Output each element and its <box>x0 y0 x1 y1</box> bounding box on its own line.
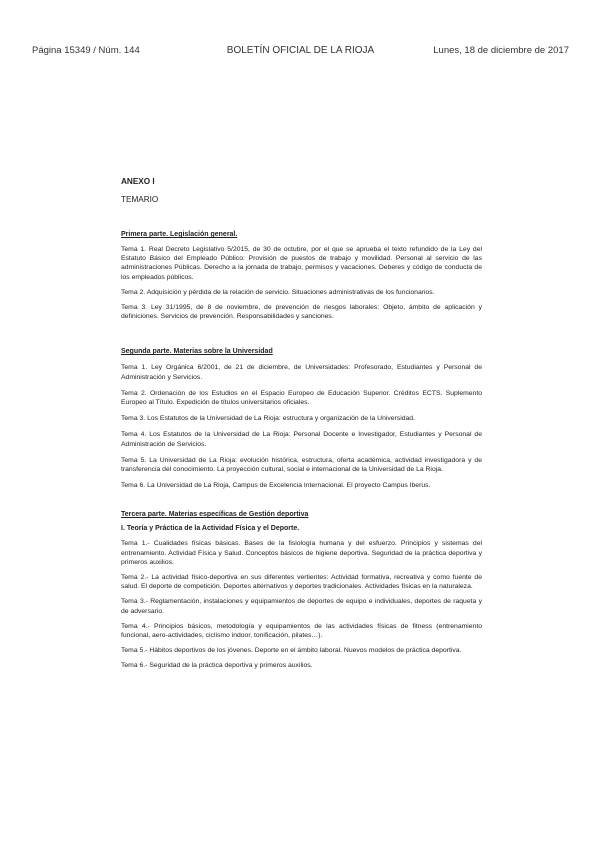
topic-paragraph: Tema 4. Los Estatutos de la Universidad de La Rioja: Personal Docente e Investigador, Estudiantes y Personal de Administración de Servicios. <box>121 431 482 448</box>
topic-paragraph: Tema 4.- Principios básicos, metodología y equipamientos de las actividades físicas de fitness (entrenamiento funcional, aero-actividades, ciclismo indoor, tonificación, pilates…). <box>121 622 482 640</box>
part-two-section <box>121 347 482 490</box>
topic-paragraph: Tema 5.- Hábitos deportivos de los jóvenes. Deporte en el ámbito laboral. Nuevos modelos de práctica deportiva. <box>121 647 462 655</box>
topic-paragraph: Tema 3. Los Estatutos de la Universidad de La Rioja: estructura y organización de la Universidad. <box>121 415 415 423</box>
part-three-title: Tercera parte. Materias específicas de Gestión deportiva <box>121 511 309 519</box>
document-body <box>121 176 482 671</box>
topic-paragraph: Tema 3. Ley 31/1995, de 8 de noviembre, de prevención de riesgos laborales: Objeto, ámbito de aplicación y definiciones. Servicios de prevención. Responsabilidades y sanciones. <box>121 304 482 321</box>
bulletin-title: BOLETÍN OFICIAL DE LA RIOJA <box>226 45 375 56</box>
page-header <box>32 45 569 59</box>
part-three-section <box>121 510 482 670</box>
topic-paragraph: Tema 2.- La actividad físico-deportiva en sus diferentes vertientes: Actividad formativa, recreativa y como fuente de salud. El deporte de competición. Deportes alternativos y deportes tradicionales. Actividades físicas en la naturaleza. <box>121 574 482 591</box>
topic-paragraph: Tema 1. Ley Orgánica 6/2001, de 21 de diciembre, de Universidades: Profesorado, Estudiantes y Personal de Administración y Servicios. <box>121 364 482 381</box>
part-one-title: Primera parte. Legislación general. <box>121 231 238 238</box>
topic-paragraph: Tema 6.- Seguridad de la práctica deportiva y primeros auxilios. <box>121 662 313 670</box>
topic-paragraph: Tema 3.- Reglamentación, instalaciones y equipamientos de deportes de equipo e individuales, deportes de raqueta y de adversario. <box>121 598 482 615</box>
section-heading: I. Teoría y Práctica de la Actividad Física y el Deporte. <box>121 525 300 533</box>
topic-paragraph: Tema 6. La Universidad de La Rioja, Campus de Excelencia Internacional. El proyecto Campus Iberus. <box>121 482 431 490</box>
topic-paragraph: Tema 1. Real Decreto Legislativo 5/2015, de 30 de octubre, por el que se aprueba el texto refundido de la Ley del Estatuto Básico del Empleado Público: Provisión de puestos de trabajo y movilidad. Personal al servicio de las administraciones Públicas. Derecho a la jornada de trabajo, permisos y vacaciones. Deberes y código de conducta de los empleados públicos. <box>121 246 482 281</box>
part-two-title: Segunda parte. Materias sobre la Universidad <box>121 348 273 356</box>
part-one-section <box>121 230 482 321</box>
annex-subtitle: TEMARIO <box>121 195 159 204</box>
topic-paragraph: Tema 2. Ordenación de los Estudios en el Espacio Europeo de Educación Superior. Créditos ECTS. Suplemento Europeo al Título. Expedición de títulos universitarios oficiales. <box>121 389 482 407</box>
topic-paragraph: Tema 1.- Cualidades físicas básicas. Bases de la fisiología humana y del esfuerzo. Principios y sistemas del entrenamiento. Actividad Física y Salud. Conceptos básicos de higiene deportiva. Seguridad de la práctica deportiva y primeros auxilios. <box>121 540 482 566</box>
annex-title: ANEXO I <box>121 177 155 186</box>
page-number-label: Página 15349 / Núm. 144 <box>32 45 140 56</box>
topic-paragraph: Tema 5. La Universidad de La Rioja: evolución histórica, estructura, oferta académica, actividad investigadora y de transferencia del conocimiento. La proyección cultural, social e internacional de la Universidad de La Rioja. <box>121 456 482 474</box>
topic-paragraph: Tema 2. Adquisición y pérdida de la relación de servicio. Situaciones administrativas de los funcionarios. <box>121 288 435 296</box>
publication-date: Lunes, 18 de diciembre de 2017 <box>433 45 569 56</box>
